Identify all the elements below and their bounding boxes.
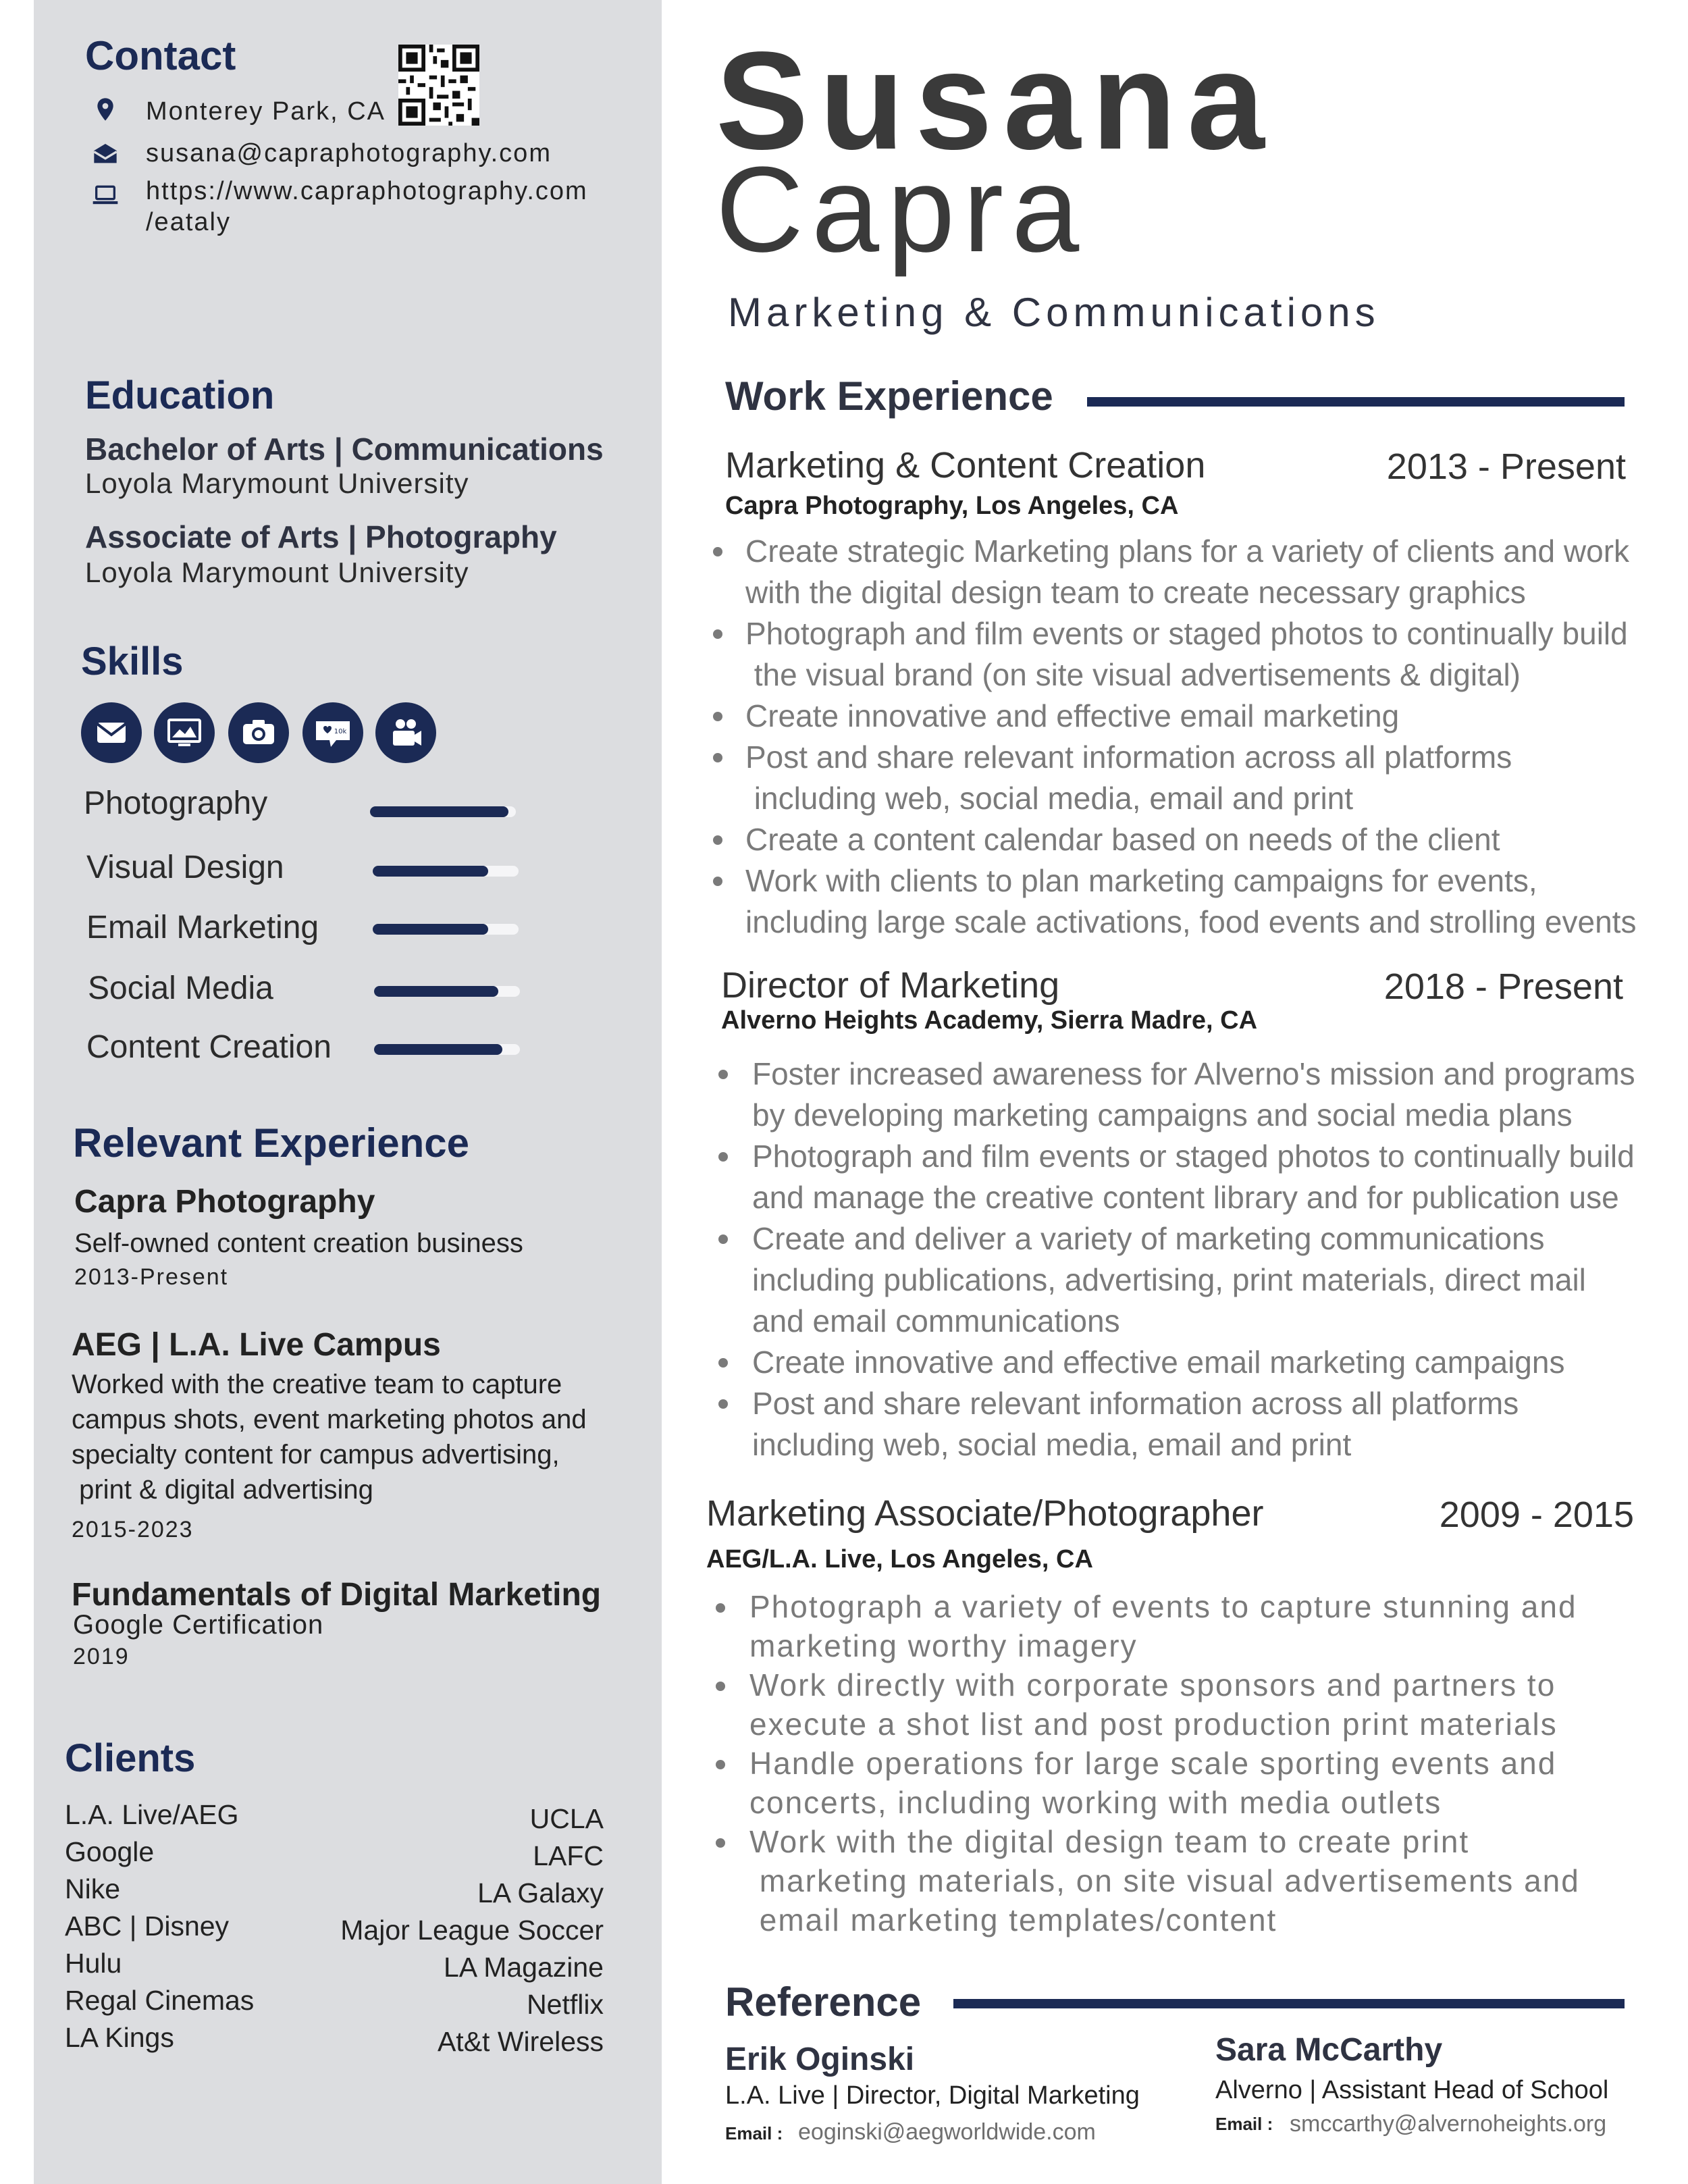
skill-bar-fill — [370, 806, 508, 817]
client-name: Major League Soccer — [340, 1915, 604, 1946]
design-monitor-icon — [154, 702, 215, 763]
job-bullet-line: Handle operations for large scale sporting events and — [749, 1746, 1557, 1781]
skill-bar-fill — [374, 1044, 502, 1055]
laptop-icon — [92, 181, 119, 208]
job-dates: 2009 - 2015 — [1439, 1494, 1634, 1535]
job-bullet-line: Foster increased awareness for Alverno's mission and programs — [752, 1056, 1635, 1091]
bullet-dot — [713, 547, 722, 556]
skill-label-photography: Photography — [84, 785, 268, 821]
skill-bar-track — [370, 806, 516, 817]
reference-name: Sara McCarthy — [1215, 2032, 1443, 2068]
reference-email[interactable]: eoginski@aegworldwide.com — [798, 2119, 1096, 2145]
job-dates: 2013 - Present — [1386, 446, 1626, 487]
work-experience-heading: Work Experience — [725, 373, 1053, 419]
job-bullet-line: and email communications — [752, 1303, 1120, 1338]
job-bullet-line: marketing worthy imagery — [749, 1628, 1138, 1663]
job-bullet-line: including web, social media, email and print — [752, 1427, 1352, 1462]
reference-email-label: Email : — [1215, 2114, 1273, 2134]
job-bullet-line: including publications, advertising, print materials, direct mail — [752, 1262, 1586, 1297]
contact-email[interactable]: susana@capraphotography.com — [146, 139, 552, 167]
job-bullet-line: Work with clients to plan marketing campaigns for events, — [745, 863, 1537, 898]
email-icon — [81, 702, 142, 763]
contact-website-line2[interactable]: /eataly — [146, 208, 231, 236]
education-school: Loyola Marymount University — [85, 556, 469, 588]
job-company: Alverno Heights Academy, Sierra Madre, CA — [721, 1006, 1258, 1035]
last-name: Capra — [716, 142, 1088, 278]
skill-label-social-media: Social Media — [88, 970, 273, 1006]
qr-code-icon — [398, 45, 479, 126]
job-bullet-line: Create strategic Marketing plans for a variety of clients and work — [745, 534, 1630, 569]
contact-heading: Contact — [85, 33, 236, 78]
client-name: Regal Cinemas — [65, 1985, 255, 2016]
job-company: Capra Photography, Los Angeles, CA — [725, 492, 1179, 520]
relevant-item-text: specialty content for campus advertising, — [72, 1440, 560, 1470]
skill-label-content-creation: Content Creation — [86, 1029, 332, 1065]
job-bullet-line: Photograph a variety of events to capture stunning and — [749, 1589, 1577, 1624]
bullet-dot — [718, 1358, 728, 1368]
tagline: Marketing & Communications — [728, 290, 1380, 335]
skill-bar-track — [374, 986, 520, 997]
bullet-dot — [716, 1760, 725, 1769]
job-bullet-line: and manage the creative content library and for publication use — [752, 1180, 1619, 1215]
education-degree: Bachelor of Arts | Communications — [85, 432, 604, 467]
job-bullet-line: Photograph and film events or staged photos to continually build — [752, 1139, 1635, 1174]
relevant-item-text: campus shots, event marketing photos and — [72, 1405, 587, 1434]
reference-role: Alverno | Assistant Head of School — [1215, 2076, 1609, 2104]
client-name: LAFC — [533, 1840, 604, 1871]
relevant-item-text: Google Certification — [73, 1610, 324, 1640]
skill-bar-track — [373, 924, 519, 935]
job-bullet-line: the visual brand (on site visual advertisements & digital) — [745, 657, 1521, 692]
relevant-item-dates: 2013-Present — [74, 1264, 229, 1290]
bullet-dot — [718, 1234, 728, 1244]
social-like-icon — [302, 702, 363, 763]
client-name: L.A. Live/AEG — [65, 1799, 239, 1830]
job-bullet-line: Work directly with corporate sponsors and partners to — [749, 1667, 1556, 1702]
client-name: LA Kings — [65, 2022, 174, 2053]
job-dates: 2018 - Present — [1383, 966, 1623, 1007]
job-bullet-line: execute a shot list and post production print materials — [749, 1707, 1558, 1742]
client-name: Netflix — [527, 1989, 604, 2020]
client-name: ABC | Disney — [65, 1910, 230, 1942]
bullet-dot — [718, 1152, 728, 1162]
bullet-dot — [718, 1070, 728, 1079]
skill-bar-fill — [373, 924, 488, 935]
bullet-dot — [713, 835, 722, 845]
job-bullet-line: email marketing templates/content — [749, 1902, 1277, 1938]
clients-heading: Clients — [65, 1736, 196, 1780]
reference-divider — [953, 1999, 1625, 2008]
reference-name: Erik Oginski — [725, 2042, 915, 2077]
bullet-dot — [713, 629, 722, 639]
contact-location: Monterey Park, CA — [146, 97, 386, 126]
first-name: Susana — [716, 23, 1275, 178]
education-degree: Associate of Arts | Photography — [85, 519, 557, 554]
relevant-experience-heading: Relevant Experience — [73, 1120, 469, 1166]
job-title: Marketing & Content Creation — [725, 445, 1206, 486]
bullet-dot — [716, 1838, 725, 1848]
relevant-item-title: Fundamentals of Digital Marketing — [72, 1577, 602, 1613]
job-company: AEG/L.A. Live, Los Angeles, CA — [706, 1545, 1093, 1574]
reference-email[interactable]: smccarthy@alvernoheights.org — [1290, 2111, 1607, 2137]
job-bullet-line: including large scale activations, food events and strolling events — [745, 904, 1637, 939]
job-bullet-line: concerts, including working with media outlets — [749, 1785, 1442, 1820]
job-bullet-line: including web, social media, email and print — [745, 781, 1354, 816]
relevant-item-title: AEG | L.A. Live Campus — [72, 1327, 441, 1363]
job-bullet-line: marketing materials, on site visual advertisements and — [749, 1863, 1580, 1898]
envelope-icon — [92, 140, 119, 167]
job-bullet-line: Create a content calendar based on needs of the client — [745, 822, 1500, 857]
bullet-dot — [713, 753, 722, 762]
job-bullet-line: Post and share relevant information across all platforms — [752, 1386, 1519, 1421]
education-heading: Education — [85, 373, 275, 417]
client-name: LA Magazine — [443, 1952, 604, 1983]
job-title: Marketing Associate/Photographer — [706, 1493, 1264, 1534]
bullet-dot — [713, 712, 722, 721]
like-count-badge: 10k — [334, 728, 347, 735]
job-title: Director of Marketing — [721, 965, 1060, 1006]
camera-icon — [228, 702, 289, 763]
bullet-dot — [718, 1399, 728, 1409]
location-pin-icon — [92, 96, 119, 123]
reference-role: L.A. Live | Director, Digital Marketing — [725, 2081, 1140, 2110]
client-name: LA Galaxy — [477, 1877, 604, 1908]
relevant-item-text: Self-owned content creation business — [74, 1228, 523, 1258]
job-bullet-line: Photograph and film events or staged photos to continually build — [745, 616, 1628, 651]
education-school: Loyola Marymount University — [85, 467, 469, 499]
client-name: UCLA — [529, 1803, 604, 1834]
client-name: At&t Wireless — [437, 2026, 604, 2057]
skill-label-email-marketing: Email Marketing — [86, 910, 319, 945]
skills-heading: Skills — [81, 640, 184, 683]
skill-bar-track — [373, 866, 519, 877]
skill-label-visual-design: Visual Design — [86, 850, 284, 885]
reference-heading: Reference — [725, 1979, 922, 2025]
job-bullet-line: Create innovative and effective email marketing — [745, 698, 1400, 733]
client-name: Hulu — [65, 1948, 122, 1979]
skill-bar-fill — [373, 866, 488, 877]
skill-bar-track — [374, 1044, 520, 1055]
relevant-item-text: print & digital advertising — [72, 1475, 373, 1505]
job-bullet-line: Create and deliver a variety of marketing communications — [752, 1221, 1545, 1256]
job-bullet-line: Create innovative and effective email marketing campaigns — [752, 1345, 1565, 1380]
job-bullet-line: Post and share relevant information across all platforms — [745, 739, 1512, 775]
bullet-dot — [713, 877, 722, 886]
relevant-item-title: Capra Photography — [74, 1184, 375, 1220]
job-bullet-line: with the digital design team to create necessary graphics — [745, 575, 1526, 610]
job-bullet-line: by developing marketing campaigns and social media plans — [752, 1097, 1573, 1133]
relevant-item-dates: 2019 — [73, 1644, 130, 1669]
relevant-item-text: Worked with the creative team to capture — [72, 1370, 562, 1399]
client-name: Nike — [65, 1873, 121, 1904]
work-experience-divider — [1087, 397, 1625, 407]
relevant-item-dates: 2015-2023 — [72, 1517, 194, 1542]
reference-email-label: Email : — [725, 2123, 783, 2143]
bullet-dot — [716, 1682, 725, 1691]
contact-website-line1[interactable]: https://www.capraphotography.com — [146, 177, 588, 205]
bullet-dot — [716, 1603, 725, 1613]
skill-bar-fill — [374, 986, 498, 997]
job-bullet-line: Work with the digital design team to create print — [749, 1824, 1470, 1859]
video-camera-icon — [375, 702, 436, 763]
client-name: Google — [65, 1836, 155, 1867]
